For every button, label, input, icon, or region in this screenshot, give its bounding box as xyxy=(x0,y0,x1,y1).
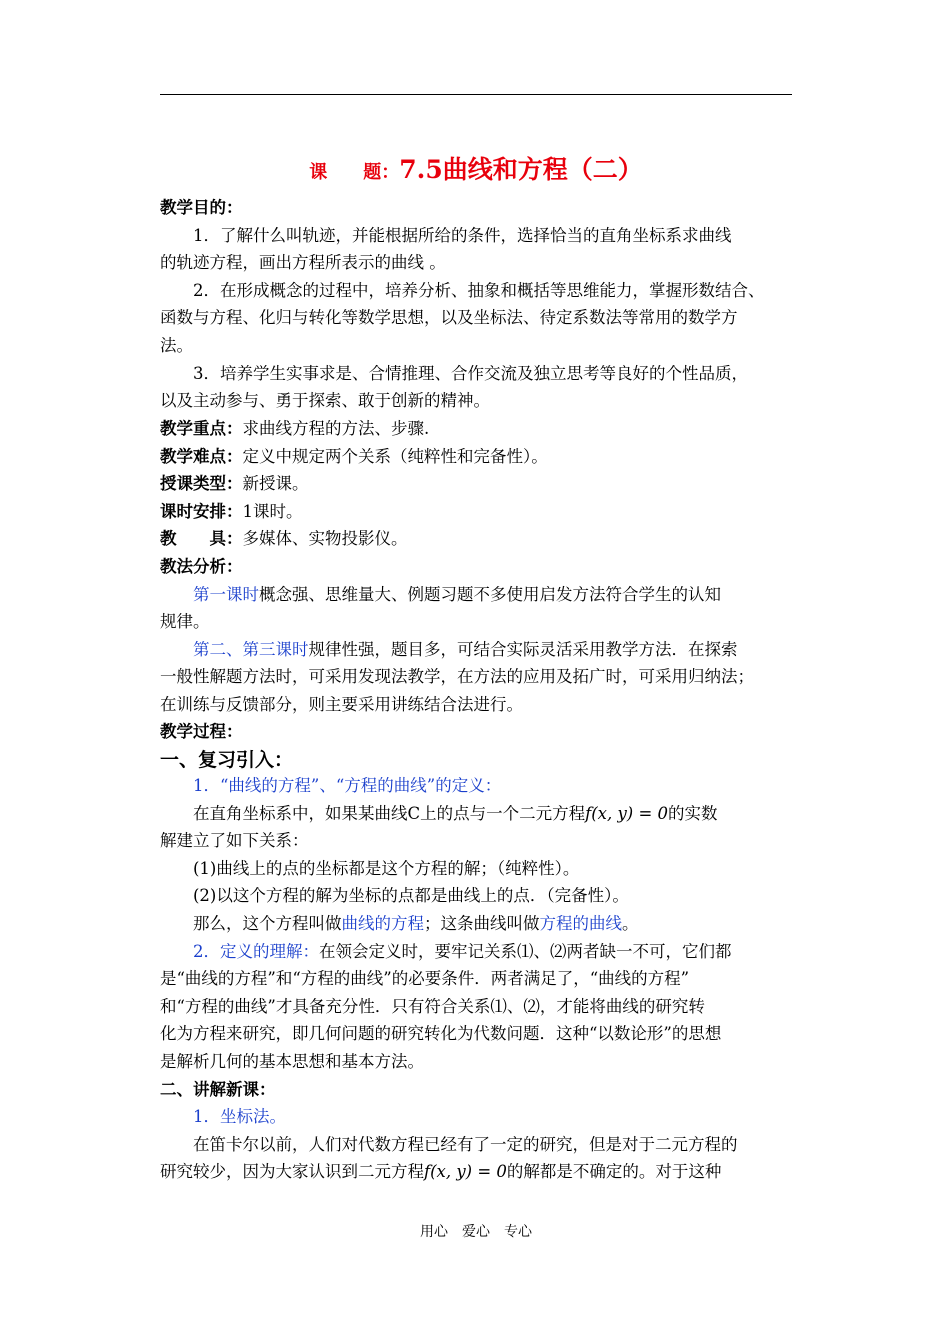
page-footer: 用心 爱心 专心 xyxy=(420,1224,532,1240)
section-review: 一、复习引入： xyxy=(160,749,294,771)
understanding-para: 2．定义的理解：在领会定义时，要牢记关系⑴、⑵两者缺一不可，它们都 xyxy=(193,942,732,961)
title-label: 课 题： xyxy=(309,162,400,183)
heading-process: 教学过程： xyxy=(160,722,243,741)
heading-method-analysis: 教法分析： xyxy=(160,557,243,576)
text-line: 是“曲线的方程”和“方程的曲线”的必要条件．两者满足了，“曲线的方程” xyxy=(160,969,690,988)
relation-1: (1)曲线上的点的坐标都是这个方程的解；（纯粹性）。 xyxy=(160,859,580,878)
text-line: 在笛卡尔以前，人们对代数方程已经有了一定的研究，但是对于二元方程的 xyxy=(160,1135,738,1154)
text-line: 化为方程来研究，即几何问题的研究转化为代数问题．这种“以数论形”的思想 xyxy=(160,1024,722,1043)
text-line: 解建立了如下关系： xyxy=(160,831,309,850)
title-main: 7.5曲线和方程（二） xyxy=(399,155,643,184)
text-line: 规律。 xyxy=(160,612,210,631)
teaching-aids: 教 具：多媒体、实物投影仪。 xyxy=(160,529,408,548)
objective-3: 3．培养学生实事求是、合情推理、合作交流及独立思考等良好的个性品质， xyxy=(160,364,748,383)
text-line: 函数与方程、化归与转化等数学思想，以及坐标法、待定系数法等常用的数学方 xyxy=(160,308,738,327)
difficulties: 教学难点：定义中规定两个关系（纯粹性和完备性）。 xyxy=(160,447,548,466)
method-para-1: 第一课时概念强、思维量大、例题习题不多使用启发方法符合学生的认知 xyxy=(193,585,721,604)
lesson-hours: 课时安排：1课时。 xyxy=(160,502,303,521)
definition-heading: 1．“曲线的方程”、“方程的曲线”的定义： xyxy=(160,776,502,795)
heading-objectives: 教学目的： xyxy=(160,198,243,217)
definition-conclusion: 那么，这个方程叫做曲线的方程；这条曲线叫做方程的曲线。 xyxy=(160,914,639,933)
section-new-lesson: 二、讲解新课： xyxy=(160,1080,276,1099)
objective-2: 2．在形成概念的过程中，培养分析、抽象和概括等思维能力，掌握形数结合、 xyxy=(160,281,765,300)
text-line: 法。 xyxy=(160,336,193,355)
method-para-2: 第二、第三课时规律性强，题目多，可结合实际灵活采用教学方法．在探索 xyxy=(193,640,738,659)
lesson-type: 授课类型：新授课。 xyxy=(160,474,309,493)
key-points: 教学重点：求曲线方程的方法、步骤. xyxy=(160,419,430,438)
text-line: 在训练与反馈部分，则主要采用讲练结合法进行。 xyxy=(160,695,523,714)
header-rule xyxy=(160,94,792,95)
definition-para: 在直角坐标系中，如果某曲线C上的点与一个二元方程f(x, y) = 0的实数 xyxy=(160,804,718,823)
text-line: 的轨迹方程，画出方程所表示的曲线 。 xyxy=(160,253,446,272)
objective-1: 1．了解什么叫轨迹，并能根据所给的条件，选择恰当的直角坐标系求曲线 xyxy=(160,226,732,245)
text-line: 和“方程的曲线”才具备充分性．只有符合关系⑴、⑵，才能将曲线的研究转 xyxy=(160,997,705,1016)
coordinate-method-heading: 1．坐标法。 xyxy=(160,1107,286,1126)
page-title xyxy=(160,150,792,186)
text-line: 研究较少，因为大家认识到二元方程f(x, y) = 0的解都是不确定的。对于这种 xyxy=(160,1162,722,1181)
text-line: 以及主动参与、勇于探索、敢于创新的精神。 xyxy=(160,391,490,410)
text-line: 是解析几何的基本思想和基本方法。 xyxy=(160,1052,424,1071)
text-line: 一般性解题方法时，可采用发现法教学，在方法的应用及拓广时，可采用归纳法； xyxy=(160,667,754,686)
relation-2: (2)以这个方程的解为坐标的点都是曲线上的点．（完备性）。 xyxy=(160,886,629,905)
